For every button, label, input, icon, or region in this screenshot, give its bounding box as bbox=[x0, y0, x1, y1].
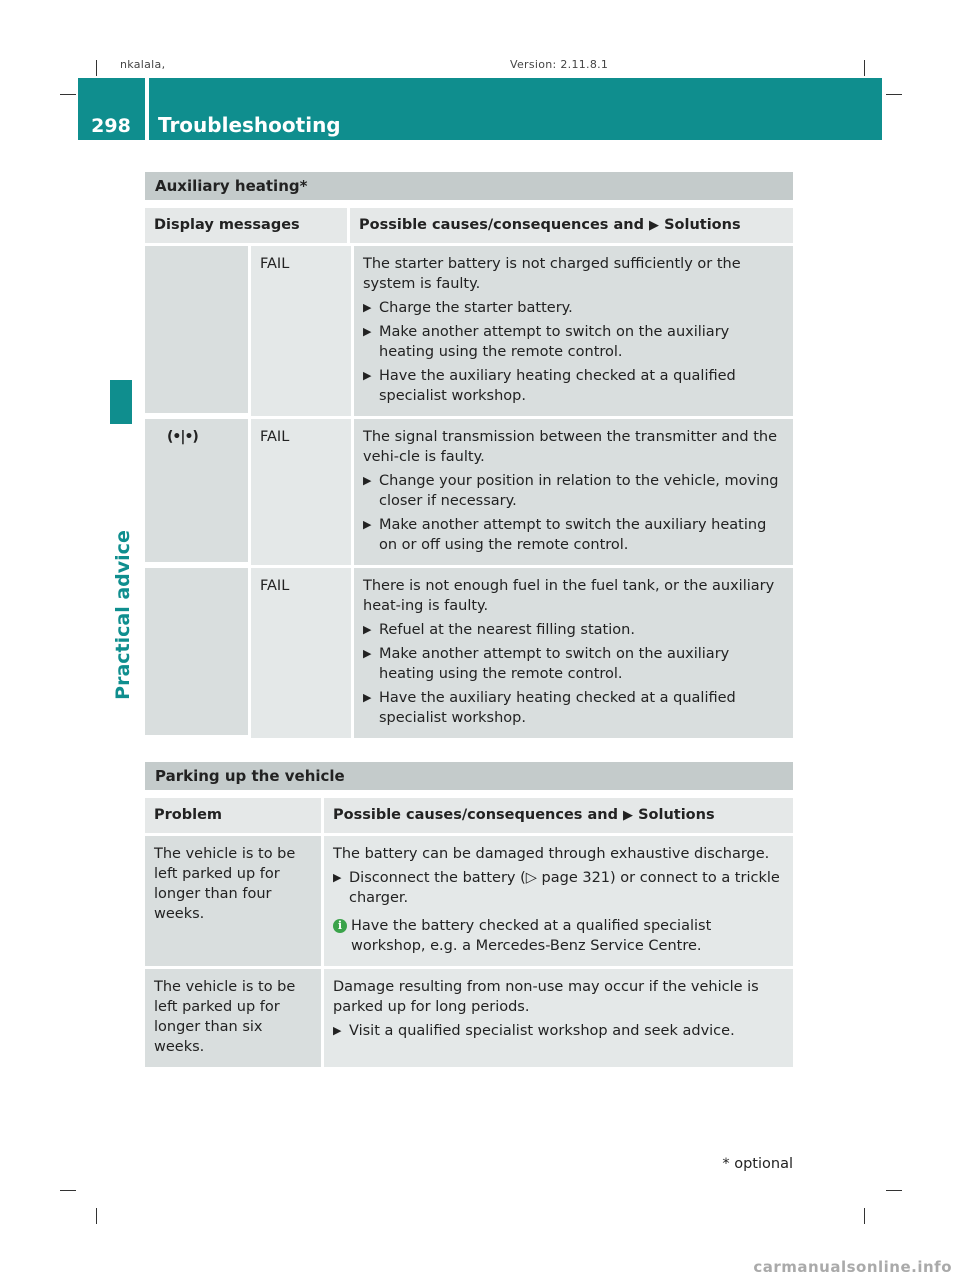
aux-table bbox=[145, 208, 793, 741]
table-row bbox=[145, 836, 793, 966]
cause-text: There is not enough fuel in the fuel tank, or the auxiliary heat-ing is faulty. bbox=[363, 578, 775, 614]
causes-cell bbox=[354, 246, 793, 416]
column-header-solutions-text: Solutions bbox=[664, 217, 741, 233]
crop-mark bbox=[96, 60, 97, 76]
info-note bbox=[333, 916, 785, 956]
slug-left: nkalala, bbox=[120, 58, 166, 71]
solution-step: ▶ Have the auxiliary heating checked at a qualified specialist workshop. bbox=[363, 366, 785, 406]
display-icon-cell bbox=[145, 568, 248, 735]
crop-mark bbox=[864, 1208, 865, 1224]
page-ref-arrow-icon: ▷ bbox=[525, 870, 537, 886]
display-icon-cell bbox=[145, 246, 248, 413]
watermark: carmanualsonline.info bbox=[753, 1258, 952, 1276]
column-header-problem: Problem bbox=[145, 798, 321, 833]
antenna-signal-icon: (•|•) bbox=[167, 429, 198, 445]
cause-text: The starter battery is not charged sufficiently or the system is faulty. bbox=[363, 256, 741, 292]
crop-mark bbox=[864, 60, 865, 76]
page-title: Troubleshooting bbox=[158, 113, 341, 137]
page-number: 298 bbox=[91, 115, 131, 137]
causes-cell bbox=[324, 969, 793, 1067]
crop-mark bbox=[60, 1190, 76, 1191]
section-title-parking: Parking up the vehicle bbox=[145, 762, 793, 790]
side-label-text: Practical advice bbox=[112, 530, 134, 700]
solution-step: ▶ Make another attempt to switch the auxiliary heating on or off using the remote control. bbox=[363, 515, 785, 555]
table-header-row bbox=[145, 208, 793, 243]
crop-mark bbox=[886, 1190, 902, 1191]
step-text-post: ) or connect to a trickle charger. bbox=[349, 870, 780, 906]
causes-cell bbox=[354, 568, 793, 738]
column-header-causes-text: Possible causes/consequences and bbox=[333, 807, 618, 823]
problem-cell: The vehicle is to be left parked up for longer than six weeks. bbox=[145, 969, 321, 1067]
cause-text: Damage resulting from non-use may occur if the vehicle is parked up for long periods. bbox=[333, 979, 759, 1015]
action-arrow-icon: ▶ bbox=[623, 808, 634, 823]
solution-step: ▶ Make another attempt to switch on the auxiliary heating using the remote control. bbox=[363, 322, 785, 362]
section-title-auxiliary-heating: Auxiliary heating* bbox=[145, 172, 793, 200]
display-icon-cell bbox=[145, 419, 248, 562]
solution-step: ▶ Make another attempt to switch on the auxiliary heating using the remote control. bbox=[363, 644, 785, 684]
display-message: FAIL bbox=[251, 246, 351, 416]
action-arrow-icon: ▶ bbox=[649, 218, 660, 233]
solution-step bbox=[333, 868, 785, 908]
step-text-pre: Disconnect the battery ( bbox=[349, 870, 526, 886]
info-note-text: Have the battery checked at a qualified specialist workshop, e.g. a Mercedes-Benz Service Centre. bbox=[351, 918, 712, 954]
column-header-causes bbox=[350, 208, 793, 243]
solution-step: ▶ Refuel at the nearest filling station. bbox=[363, 620, 785, 640]
table-header-row bbox=[145, 798, 793, 833]
column-header-display: Display messages bbox=[145, 208, 347, 243]
parking-table bbox=[145, 798, 793, 1070]
slug-right: Version: 2.11.8.1 bbox=[510, 58, 609, 71]
column-header-causes bbox=[324, 798, 793, 833]
info-icon: i bbox=[333, 919, 347, 933]
table-row bbox=[145, 246, 793, 416]
causes-cell bbox=[354, 419, 793, 565]
solution-step: ▶ Visit a qualified specialist workshop and seek advice. bbox=[333, 1021, 785, 1041]
display-message: FAIL bbox=[251, 568, 351, 738]
column-header-solutions-text: Solutions bbox=[638, 807, 715, 823]
cause-text: The signal transmission between the transmitter and the vehi-cle is faulty. bbox=[363, 429, 778, 465]
page-reference-link[interactable]: page 321 bbox=[541, 870, 611, 886]
table-row bbox=[145, 419, 793, 565]
side-tab-marker bbox=[110, 380, 132, 424]
crop-mark bbox=[60, 94, 76, 95]
side-label bbox=[108, 530, 138, 700]
column-header-causes-text: Possible causes/consequences and bbox=[359, 217, 644, 233]
solution-step: ▶ Charge the starter battery. bbox=[363, 298, 785, 318]
solution-step: ▶ Change your position in relation to the vehicle, moving closer if necessary. bbox=[363, 471, 785, 511]
footer-optional-note: * optional bbox=[722, 1156, 793, 1172]
table-row bbox=[145, 568, 793, 738]
table-row bbox=[145, 969, 793, 1067]
display-message: FAIL bbox=[251, 419, 351, 565]
crop-mark bbox=[96, 1208, 97, 1224]
header-separator bbox=[145, 78, 149, 140]
cause-text: The battery can be damaged through exhaustive discharge. bbox=[333, 846, 770, 862]
crop-mark bbox=[886, 94, 902, 95]
problem-cell: The vehicle is to be left parked up for longer than four weeks. bbox=[145, 836, 321, 966]
solution-step: ▶ Have the auxiliary heating checked at a qualified specialist workshop. bbox=[363, 688, 785, 728]
causes-cell bbox=[324, 836, 793, 966]
